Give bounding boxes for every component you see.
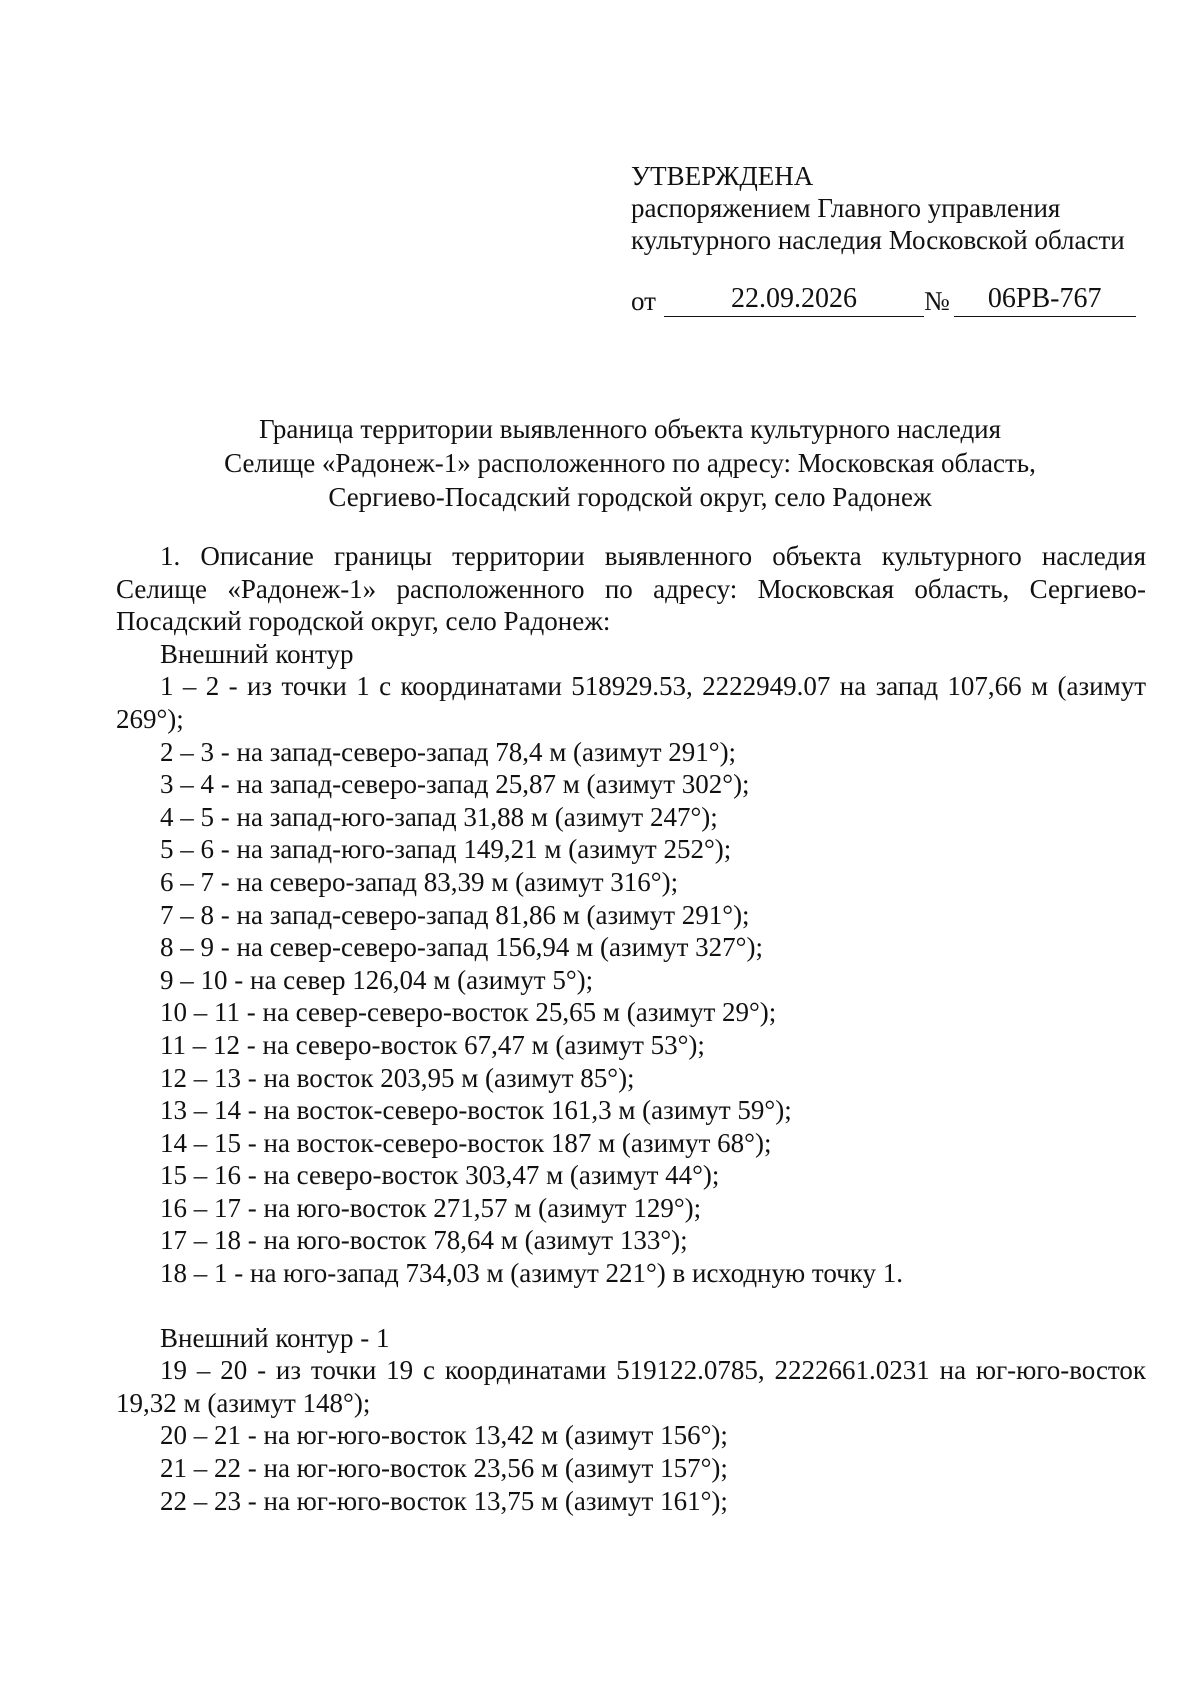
contour-first-segment: 1 – 2 - из точки 1 с координатами 518929.53, 2222949.07 на запад 107,66 м (азимут 269°); [116,671,1146,734]
number-sign: № [923,286,950,316]
list-item: 11 – 12 - на северо-восток 67,47 м (азимут 53°); [160,1029,705,1060]
list-item: 10 – 11 - на север-северо-восток 25,65 м (азимут 29°); [160,997,777,1028]
list-item: 21 – 22 - на юг-юго-восток 23,56 м (азимут 157°); [160,1453,728,1484]
title-line-3: Сергиево-Посадский городской округ, село Радонеж [328,482,932,512]
list-item: 4 – 5 - на запад-юго-запад 31,88 м (азимут 247°); [160,801,718,832]
contour-1-first-segment: 19 – 20 - из точки 19 с координатами 519122.0785, 2222661.0231 на юг-юго-восток 19,32 м (азимут 148°); [116,1355,1146,1418]
list-item: 13 – 14 - на восток-северо-восток 161,3 м (азимут 59°); [160,1095,792,1126]
document-title [110,412,1150,514]
list-item: 6 – 7 - на северо-запад 83,39 м (азимут 316°); [160,866,679,897]
list-item: 7 – 8 - на запад-северо-запад 81,86 м (азимут 291°); [160,899,750,930]
list-item: 2 – 3 - на запад-северо-запад 78,4 м (азимут 291°); [160,736,737,767]
list-item: 14 – 15 - на восток-северо-восток 187 м (азимут 68°); [160,1127,772,1158]
list-item: 17 – 18 - на юго-восток 78,64 м (азимут 133°); [160,1225,688,1256]
title-line-2: Селище «Радонеж-1» расположенного по адресу: Московская область, [224,448,1036,478]
list-item: 20 – 21 - на юг-юго-восток 13,42 м (азимут 156°); [160,1420,728,1451]
approval-line-2: культурного наследия Московской области [631,225,1125,255]
approval-block [631,160,1125,256]
section-gap [116,1290,1146,1322]
document-body [116,540,1146,1517]
approval-date: 22.09.2026 [664,284,924,317]
list-item: 22 – 23 - на юг-юго-восток 13,75 м (азимут 161°); [160,1485,728,1516]
approval-stamp: УТВЕРЖДЕНА [631,161,814,191]
list-item: 12 – 13 - на восток 203,95 м (азимут 85°); [160,1062,635,1093]
list-item: 5 – 6 - на запад-юго-запад 149,21 м (азимут 252°); [160,834,732,865]
list-item: 9 – 10 - на север 126,04 м (азимут 5°); [160,964,594,995]
list-item: 16 – 17 - на юго-восток 271,57 м (азимут 129°); [160,1192,702,1223]
contour-1-segment-list [116,1419,1146,1517]
contour-segment-list [116,736,1146,1290]
list-item: 18 – 1 - на юго-запад 734,03 м (азимут 221°) в исходную точку 1. [160,1258,903,1289]
approval-number: 06РВ-767 [954,284,1136,317]
list-item: 3 – 4 - на запад-северо-запад 25,87 м (азимут 302°); [160,769,750,800]
date-prefix: от [631,286,656,316]
approval-date-line [631,284,1136,317]
contour-heading: Внешний контур [160,638,354,669]
title-line-1: Граница территории выявленного объекта культурного наследия [258,414,1002,444]
approval-line-1: распоряжением Главного управления [631,193,1061,223]
intro-paragraph: 1. Описание границы территории выявленного объекта культурного наследия Селище «Радонеж-1» расположенного по адресу: Московская область, Сергиево-Посадский городской округ, село Радонеж: [116,541,1146,637]
contour-1-heading: Внешний контур - 1 [160,1322,390,1353]
list-item: 8 – 9 - на север-северо-запад 156,94 м (азимут 327°); [160,932,763,963]
list-item: 15 – 16 - на северо-восток 303,47 м (азимут 44°); [160,1160,720,1191]
